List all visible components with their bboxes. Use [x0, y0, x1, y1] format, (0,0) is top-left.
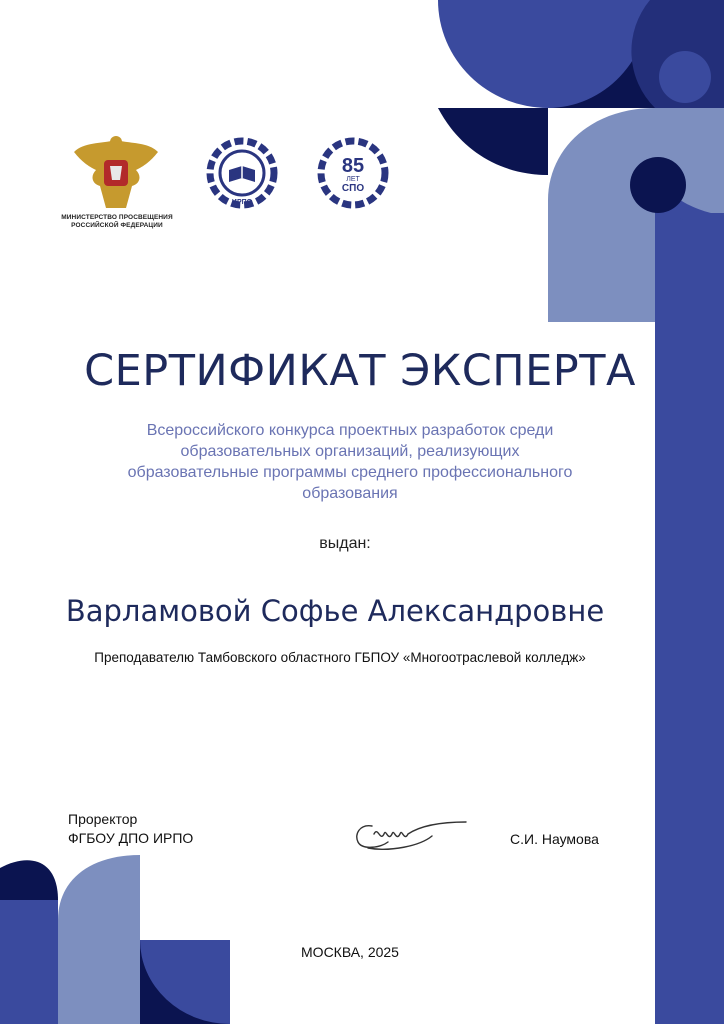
anniversary-word1: ЛЕТ: [346, 176, 360, 183]
handwritten-signature-icon: [350, 812, 470, 858]
signatory-role: [68, 810, 193, 848]
description-line: образовательные программы среднего профессионального: [127, 464, 573, 481]
issued-label: выдан:: [319, 535, 371, 552]
place-year: МОСКВА, 2025: [301, 944, 399, 960]
ministry-name-line2: РОССИЙСКОЙ ФЕДЕРАЦИИ: [71, 222, 163, 229]
recipient-position: Преподавателю Тамбовского областного ГБПОУ «Многоотраслевой колледж»: [94, 650, 586, 665]
recipient-name: Варламовой Софье Александровне: [65, 594, 605, 628]
certificate-title: СЕРТИФИКАТ ЭКСПЕРТА: [84, 346, 636, 396]
competition-description: [80, 420, 620, 504]
anniversary-word2: СПО: [341, 183, 365, 194]
description-line: образовательных организаций, реализующих: [180, 443, 520, 460]
ministry-name: [58, 214, 176, 230]
irpo-gear-logo-icon: [203, 136, 281, 212]
ministry-name-line1: МИНИСТЕРСТВО ПРОСВЕЩЕНИЯ: [61, 214, 173, 221]
signatory-role-line2: ФГБОУ ДПО ИРПО: [68, 830, 194, 846]
eagle-emblem-icon: [70, 132, 162, 214]
anniversary-85-logo-icon: [314, 136, 392, 212]
signatory-role-line1: Проректор: [68, 811, 138, 827]
anniversary-number: 85: [341, 155, 365, 177]
description-line: Всероссийского конкурса проектных разработок среди: [146, 422, 554, 439]
irpo-logo-label: ИРПО: [231, 199, 253, 206]
signatory-name: С.И. Наумова: [510, 831, 599, 847]
description-line: образования: [302, 485, 398, 502]
